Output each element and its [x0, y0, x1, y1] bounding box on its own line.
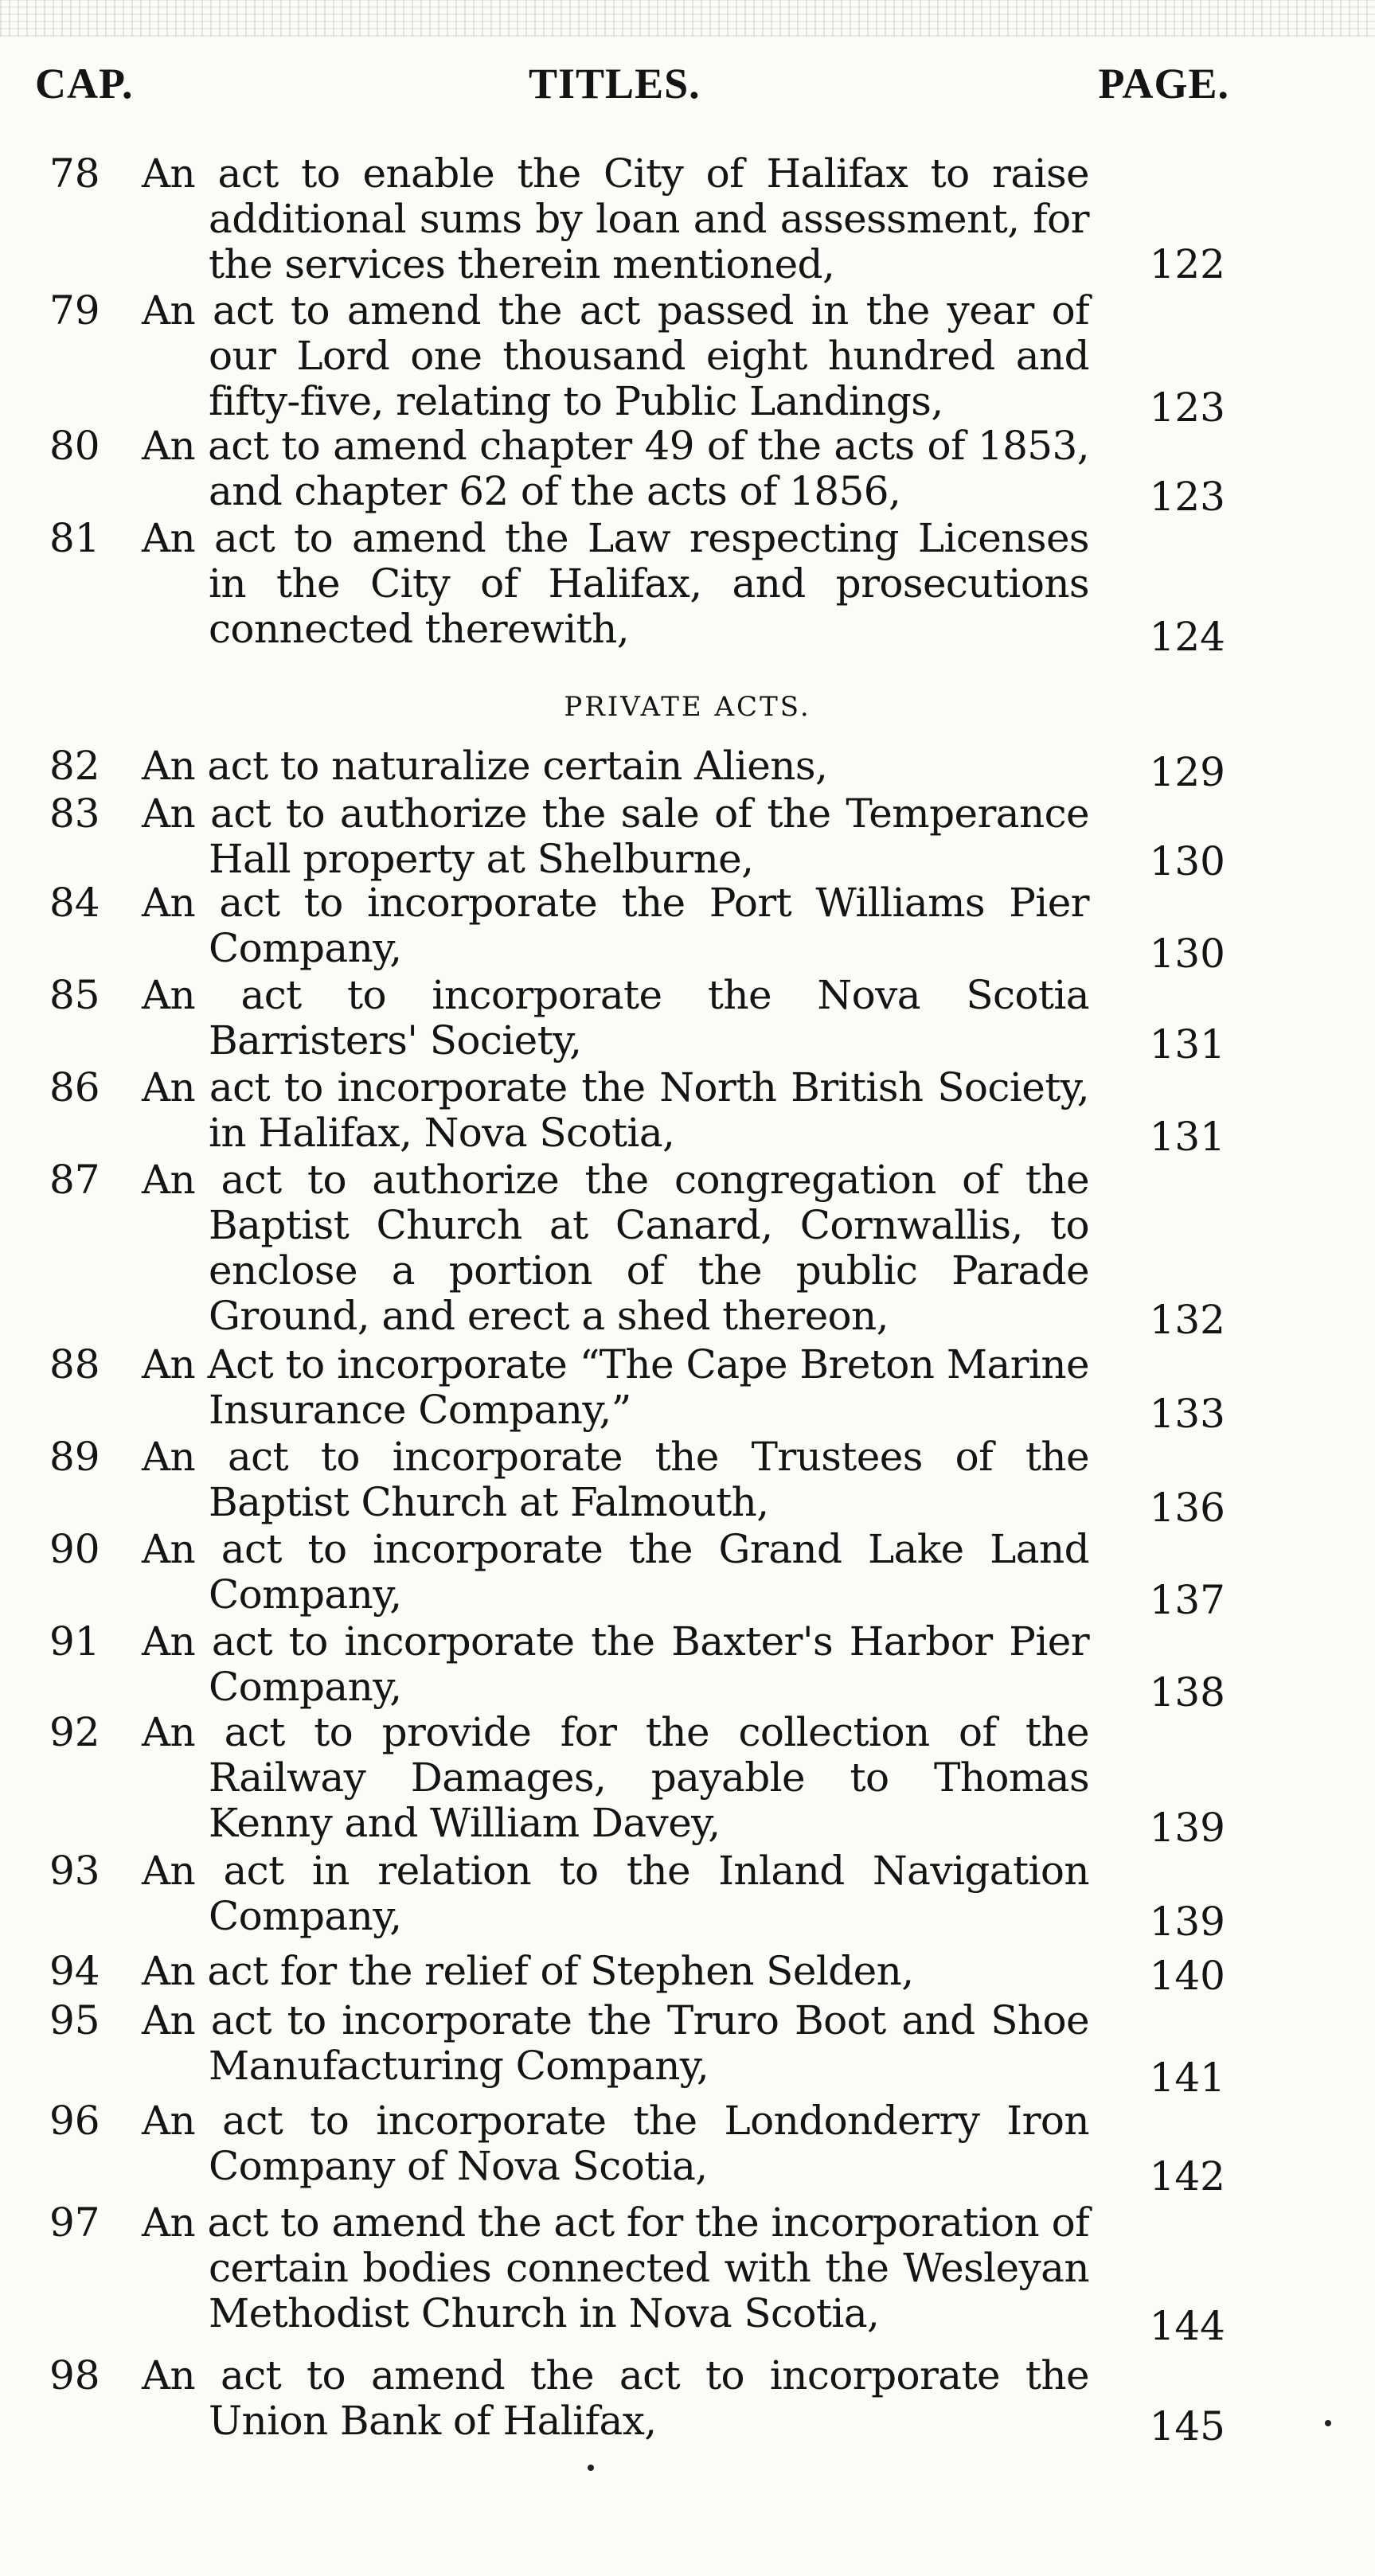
cap-number: 86	[49, 1064, 100, 1110]
cap-number: 98	[49, 2352, 100, 2398]
act-title: An act to enable the City of Halifax to raise additional sums by loan and assessment, for the services therein mentioned,	[142, 150, 1089, 287]
act-title: An act to amend the act passed in the year of our Lord one thousand eight hundred and fifty-five, relating to Public Landings,	[142, 287, 1089, 424]
cap-number: 84	[49, 880, 100, 926]
cap-number: 85	[49, 972, 100, 1018]
cap-number: 80	[49, 423, 100, 469]
header-titles: TITLES.	[529, 60, 701, 107]
act-title: An act to naturalize certain Aliens,	[142, 743, 828, 789]
cap-number: 93	[49, 1848, 100, 1894]
cap-number: 90	[49, 1526, 100, 1572]
page-number: 139	[1149, 1805, 1225, 1851]
cap-number: 89	[49, 1434, 100, 1480]
page-number: 130	[1149, 931, 1225, 977]
cap-number: 91	[49, 1618, 100, 1665]
cap-number: 78	[49, 150, 100, 197]
page-number: 132	[1149, 1297, 1225, 1343]
page-number: 123	[1149, 474, 1225, 520]
section-heading-private-acts: PRIVATE ACTS.	[564, 691, 811, 723]
cap-number: 95	[49, 1997, 100, 2043]
header-page: PAGE.	[1098, 60, 1229, 107]
cap-number: 96	[49, 2098, 100, 2144]
page-number: 141	[1149, 2055, 1225, 2101]
page-number: 133	[1149, 1391, 1225, 1437]
act-title: An act to incorporate the Nova Scotia Barristers' Society,	[142, 972, 1089, 1064]
page-number: 129	[1149, 749, 1225, 795]
act-title: An act to authorize the congregation of the Baptist Church at Canard, Cornwallis, to enclose a portion of the public Parade Ground, and erect a shed thereon,	[142, 1157, 1089, 1339]
page-number: 123	[1149, 384, 1225, 431]
act-title: An Act to incorporate “The Cape Breton Marine Insurance Company,”	[142, 1341, 1089, 1433]
act-title: An act to amend chapter 49 of the acts of 1853, and chapter 62 of the acts of 1856,	[142, 423, 1089, 514]
page-number: 131	[1149, 1114, 1225, 1160]
page-number: 138	[1149, 1669, 1225, 1715]
ink-speck	[588, 2465, 594, 2471]
act-title: An act to incorporate the North British Society, in Halifax, Nova Scotia,	[142, 1064, 1089, 1156]
cap-number: 79	[49, 287, 100, 334]
cap-number: 82	[49, 743, 100, 789]
act-title: An act to incorporate the Trustees of the Baptist Church at Falmouth,	[142, 1434, 1089, 1525]
act-title: An act in relation to the Inland Navigation Company,	[142, 1848, 1089, 1939]
page-number: 124	[1149, 614, 1225, 660]
page-number: 130	[1149, 838, 1225, 884]
page-number: 139	[1149, 1899, 1225, 1945]
page-number: 140	[1149, 1953, 1225, 1999]
act-title: An act for the relief of Stephen Selden,	[142, 1948, 914, 1994]
act-title: An act to incorporate the Baxter's Harbor Pier Company,	[142, 1618, 1089, 1710]
cap-number: 88	[49, 1341, 100, 1388]
act-title: An act to provide for the collection of the Railway Damages, payable to Thomas Kenny and William Davey,	[142, 1709, 1089, 1846]
header-cap: CAP.	[35, 60, 134, 107]
page-number: 142	[1149, 2153, 1225, 2199]
act-title: An act to amend the act for the incorporation of certain bodies connected with the Wesleyan Methodist Church in Nova Scotia,	[142, 2199, 1089, 2336]
ink-speck	[1325, 2420, 1331, 2426]
page-number: 136	[1149, 1485, 1225, 1531]
cap-number: 81	[49, 515, 100, 561]
page-number: 137	[1149, 1577, 1225, 1623]
page-number: 144	[1149, 2303, 1225, 2349]
act-title: An act to incorporate the Londonderry Iron Company of Nova Scotia,	[142, 2098, 1089, 2189]
cap-number: 83	[49, 790, 100, 837]
act-title: An act to incorporate the Truro Boot and Shoe Manufacturing Company,	[142, 1997, 1089, 2089]
act-title: An act to incorporate the Port Williams Pier Company,	[142, 880, 1089, 971]
page-number: 131	[1149, 1021, 1225, 1067]
act-title: An act to incorporate the Grand Lake Land Company,	[142, 1526, 1089, 1618]
act-title: An act to amend the Law respecting Licenses in the City of Halifax, and prosecutions connected therewith,	[142, 515, 1089, 652]
page-number: 122	[1149, 241, 1225, 287]
act-title: An act to amend the act to incorporate the Union Bank of Halifax,	[142, 2352, 1089, 2444]
cap-number: 87	[49, 1157, 100, 1203]
page-number: 145	[1149, 2403, 1225, 2449]
cap-number: 94	[49, 1948, 100, 1994]
act-title: An act to authorize the sale of the Temperance Hall property at Shelburne,	[142, 790, 1089, 882]
cap-number: 92	[49, 1709, 100, 1755]
cap-number: 97	[49, 2199, 100, 2246]
